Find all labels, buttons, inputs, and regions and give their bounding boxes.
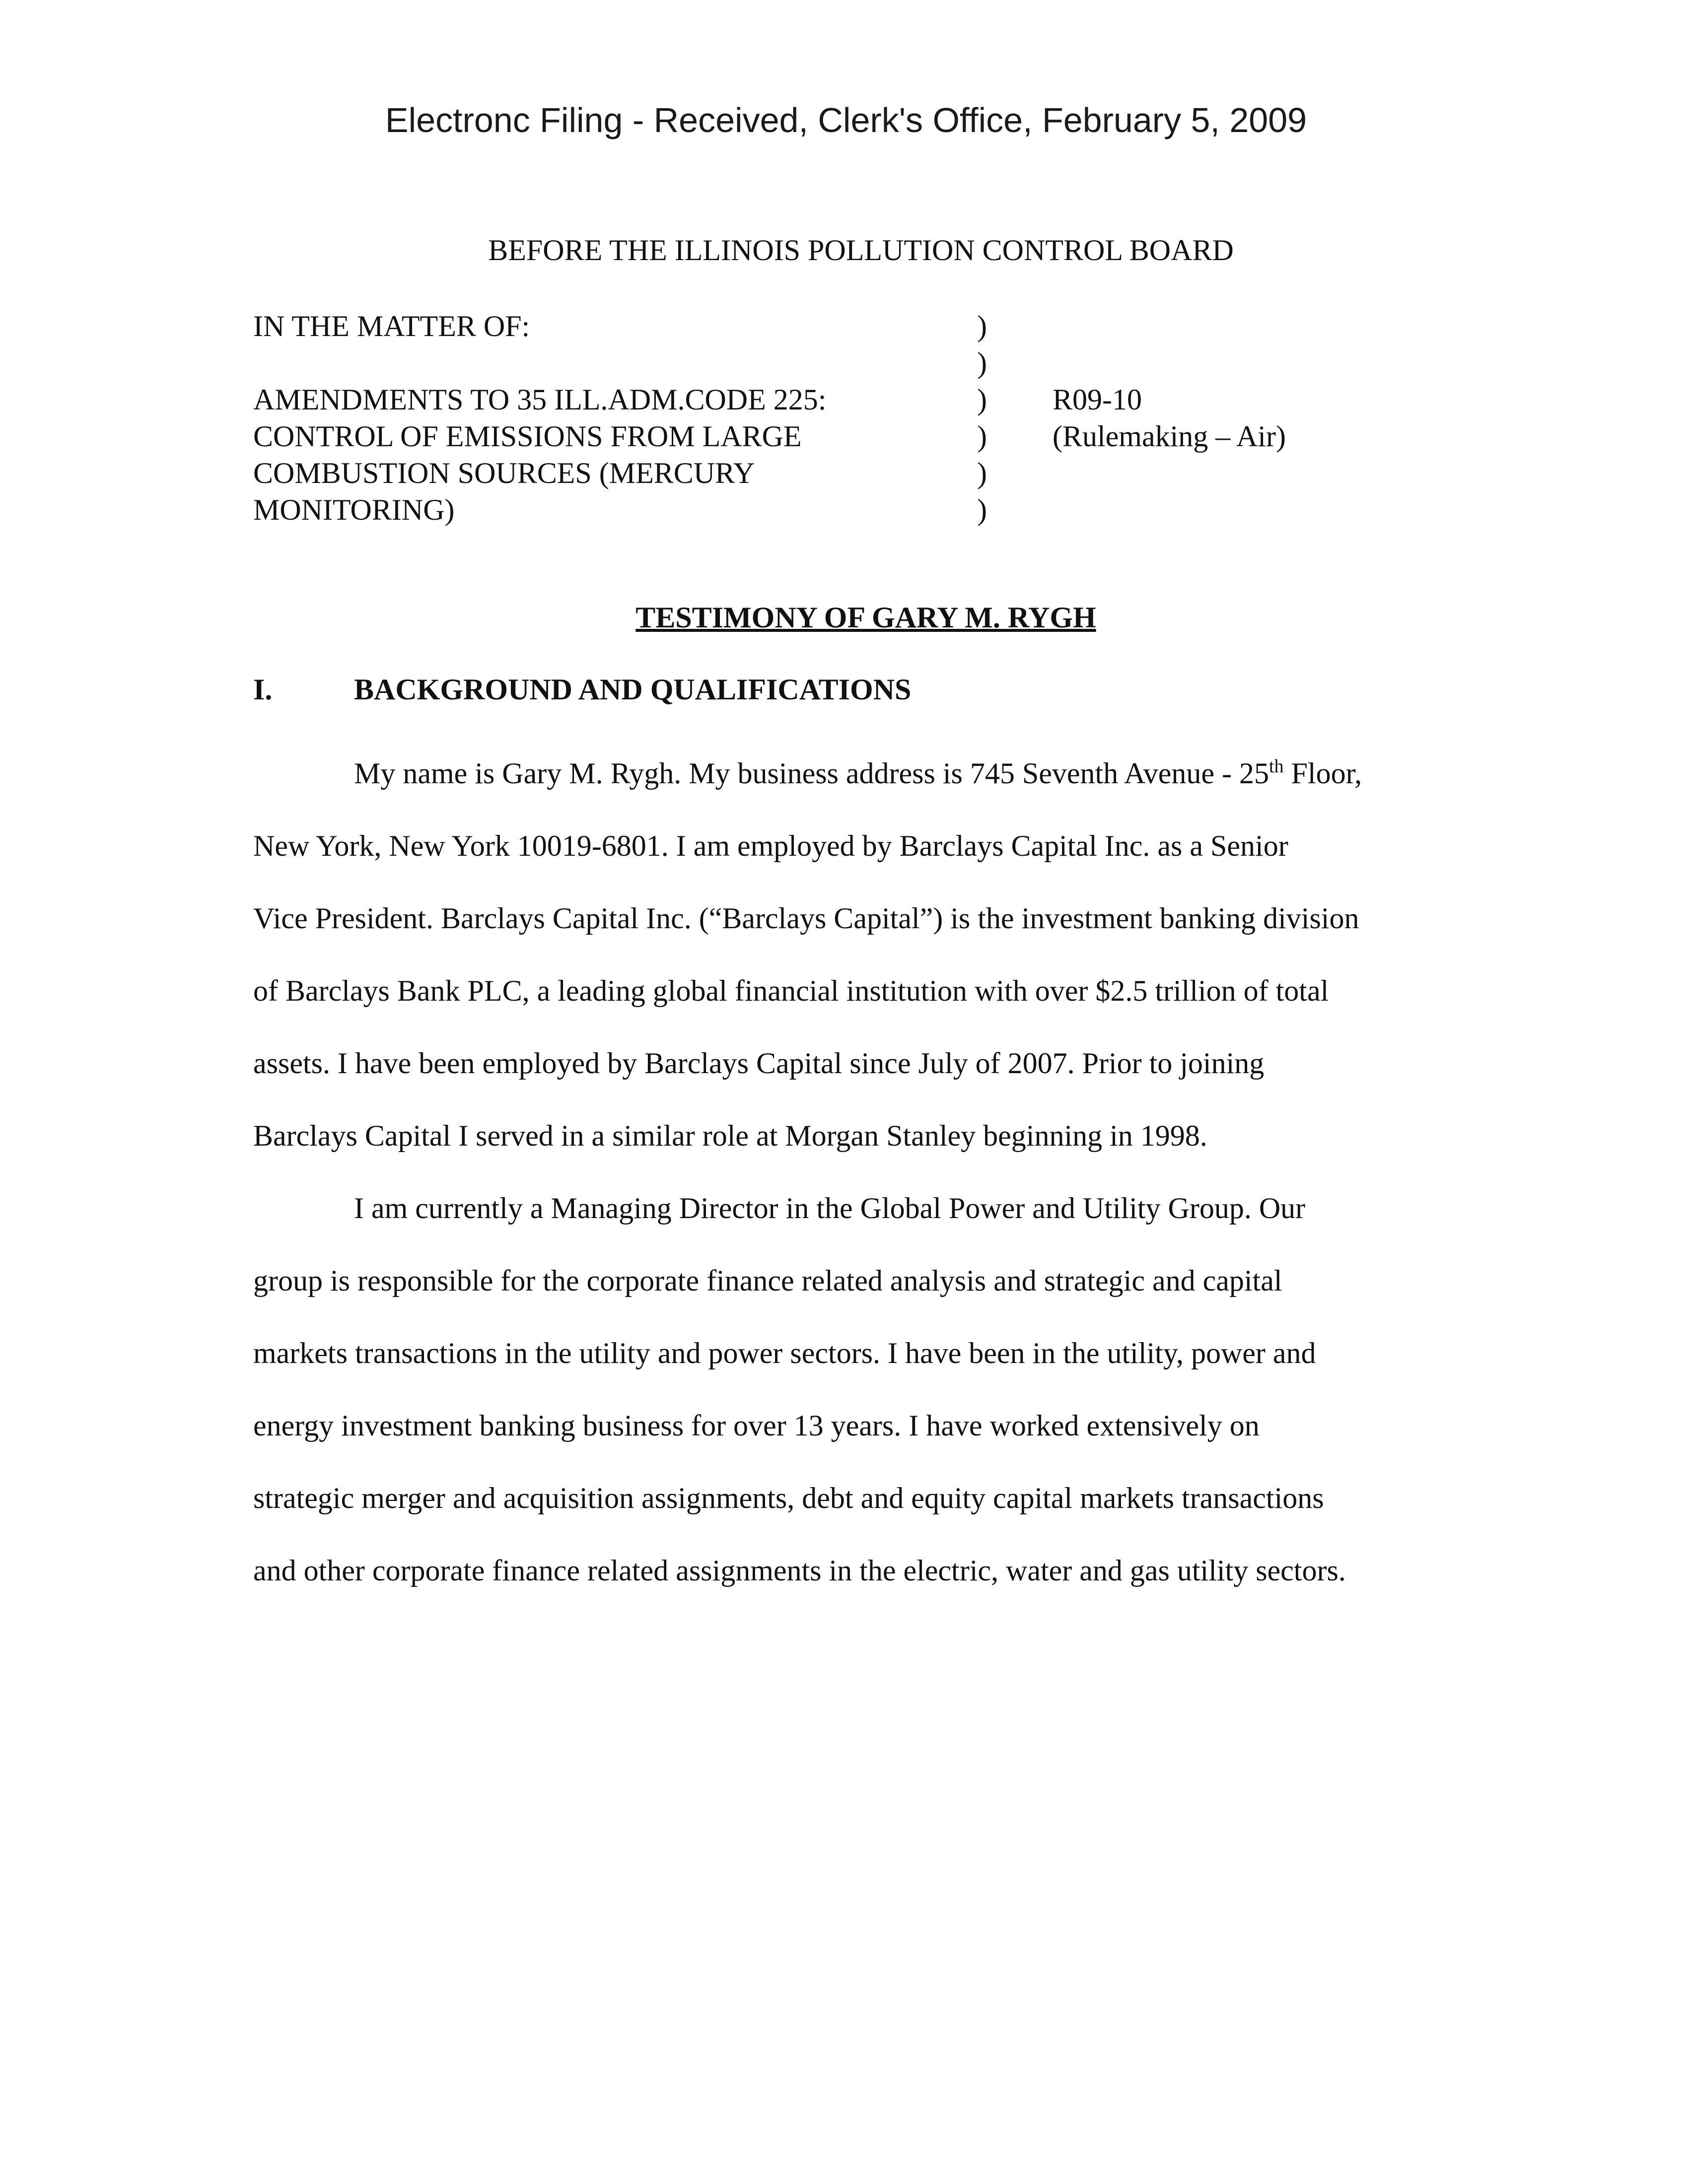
paren: ) (977, 310, 987, 342)
matter-label: IN THE MATTER OF: (253, 310, 530, 342)
paren: ) (977, 383, 987, 416)
caption-parentheses (977, 308, 987, 528)
subject-line: MONITORING) (253, 493, 455, 526)
paragraph-line: energy investment banking business for over 13 years. I have worked extensively on (253, 1409, 1260, 1442)
document-title: TESTIMONY OF GARY M. RYGH (635, 601, 1096, 634)
paragraph-line: Barclays Capital I served in a similar role at Morgan Stanley beginning in 1998. (253, 1119, 1207, 1152)
subject-line: AMENDMENTS TO 35 ILL.ADM.CODE 225: (253, 383, 827, 416)
paragraph-line (253, 737, 1465, 810)
paragraph-line: strategic merger and acquisition assignments, debt and equity capital markets transactions (253, 1482, 1324, 1514)
docket-number: R09-10 (1053, 383, 1142, 416)
subject-line: COMBUSTION SOURCES (MERCURY (253, 457, 755, 489)
paren: ) (977, 420, 987, 453)
superscript: th (1269, 756, 1284, 777)
case-caption-left (253, 308, 899, 528)
paragraph-line (253, 1172, 1465, 1244)
paren: ) (977, 346, 987, 379)
line-text: I am currently a Managing Director in the Global Power and Utility Group. Our (354, 1192, 1306, 1225)
board-heading: BEFORE THE ILLINOIS POLLUTION CONTROL BOARD (488, 234, 1234, 267)
paragraph-line: New York, New York 10019-6801. I am employed by Barclays Capital Inc. as a Senior (253, 829, 1288, 862)
paragraph-line: Vice President. Barclays Capital Inc. (“Barclays Capital”) is the investment banking division (253, 902, 1359, 935)
paragraph-line: assets. I have been employed by Barclays Capital since July of 2007. Prior to joining (253, 1047, 1265, 1080)
paragraph-line: group is responsible for the corporate finance related analysis and strategic and capital (253, 1264, 1282, 1297)
section-heading: BACKGROUND AND QUALIFICATIONS (354, 673, 912, 706)
filing-stamp: Electronc Filing - Received, Clerk's Office, February 5, 2009 (385, 101, 1307, 139)
subject-line: CONTROL OF EMISSIONS FROM LARGE (253, 420, 802, 453)
paragraph-line: of Barclays Bank PLC, a leading global financial institution with over $2.5 trillion of total (253, 974, 1329, 1007)
paragraph-role (253, 1172, 1465, 1607)
line-text: Floor, (1283, 757, 1362, 790)
paren: ) (977, 493, 987, 526)
paren: ) (977, 457, 987, 489)
paragraph-background (253, 737, 1465, 1172)
docket-type: (Rulemaking – Air) (1053, 420, 1286, 453)
section-number: I. (253, 673, 273, 706)
case-caption-right (1053, 381, 1286, 455)
paragraph-line: and other corporate finance related assignments in the electric, water and gas utility sectors. (253, 1554, 1346, 1587)
line-text: My name is Gary M. Rygh. My business address is 745 Seventh Avenue - 25 (354, 757, 1269, 790)
paragraph-line: markets transactions in the utility and power sectors. I have been in the utility, power and (253, 1337, 1316, 1369)
